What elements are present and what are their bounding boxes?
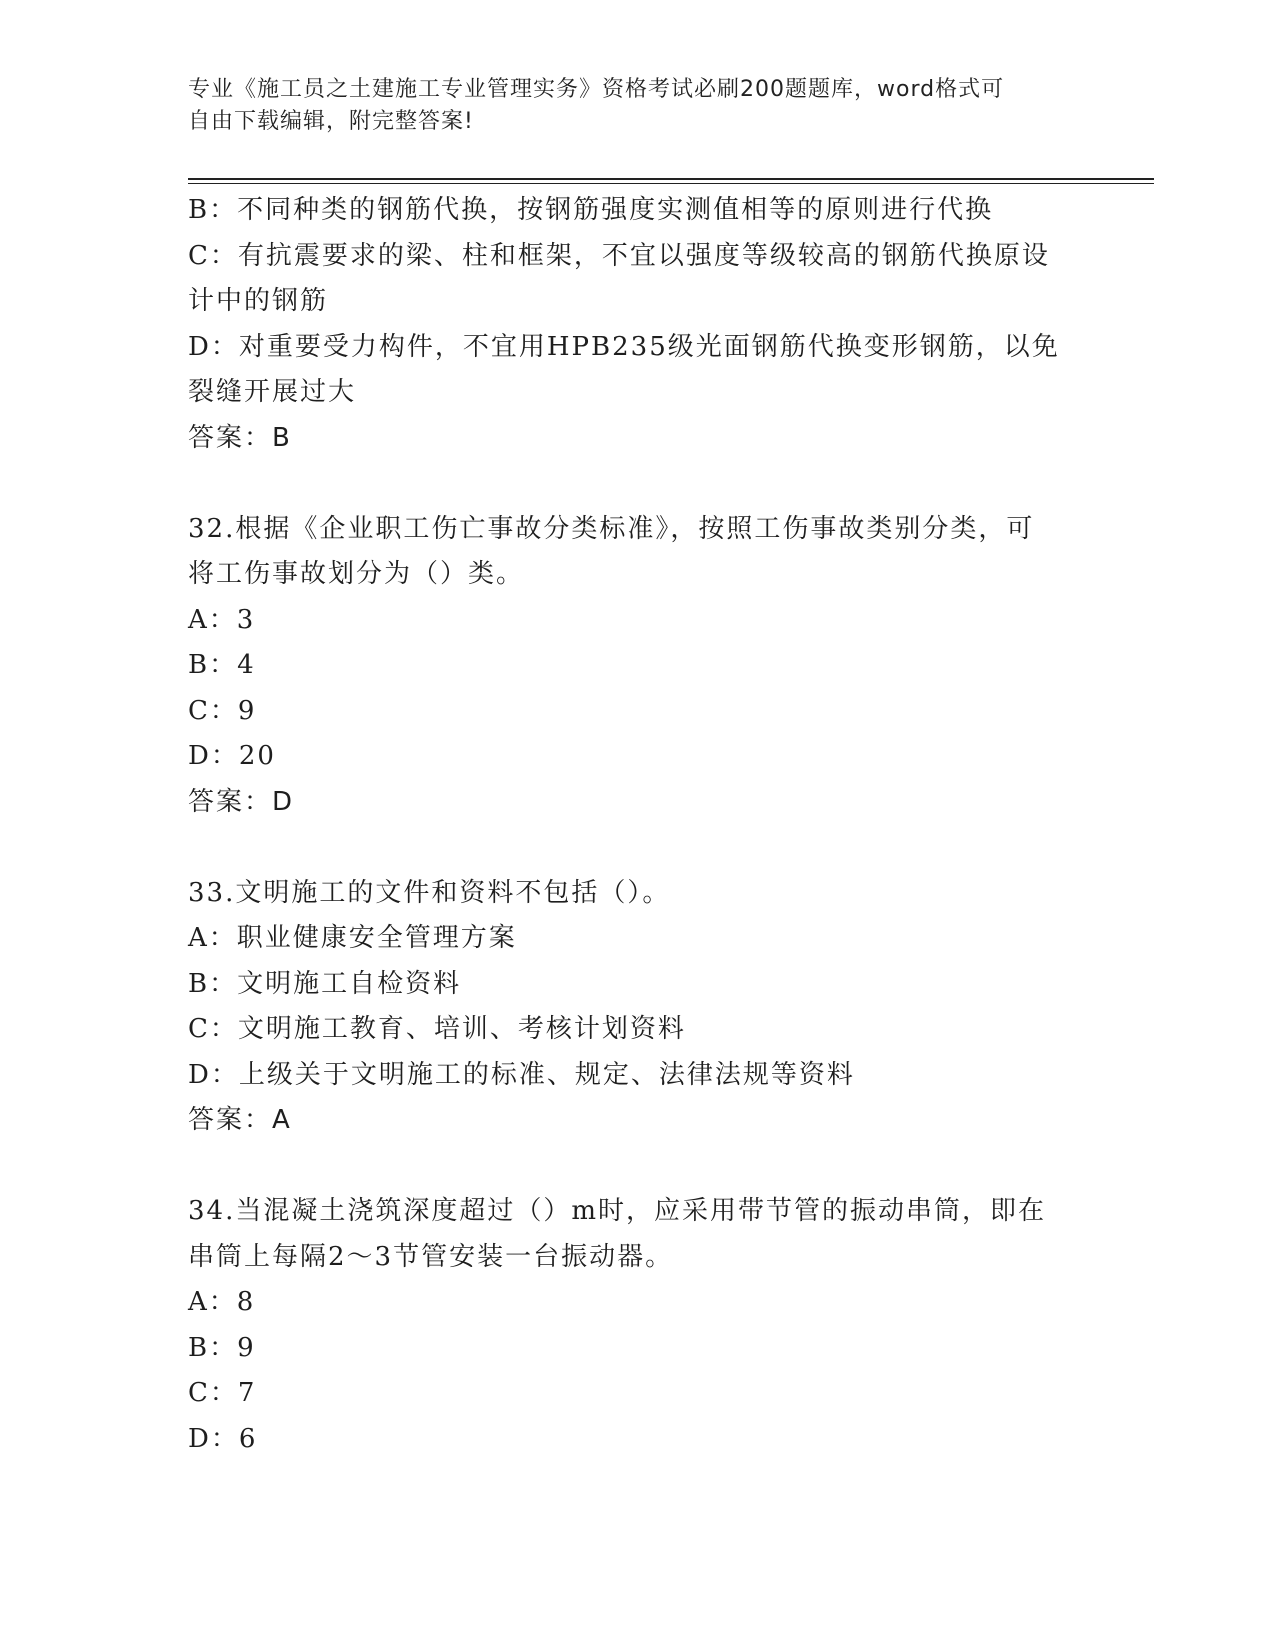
- question-stem-line-1: 34.当混凝土浇筑深度超过（）m时，应采用带节管的振动串筒，即在: [188, 1196, 1047, 1226]
- header-title-line-1: 专业《施工员之土建施工专业管理实务》资格考试必刷200题题库，word格式可: [188, 77, 1005, 102]
- answer-line: 答案：D: [188, 786, 295, 817]
- question-stem-line-2: 串筒上每隔2～3节管安装一台振动器。: [188, 1241, 674, 1272]
- option-b: B：9: [188, 1332, 256, 1363]
- option-b: B：不同种类的钢筋代换，按钢筋强度实测值相等的原则进行代换: [188, 195, 994, 225]
- question-stem: 33.文明施工的文件和资料不包括（）。: [188, 877, 671, 908]
- option-d: D：20: [188, 741, 276, 771]
- question-stem-line-2: 将工伤事故划分为（）类。: [188, 559, 525, 589]
- header-divider-thin: [188, 183, 1154, 184]
- question-32: [188, 507, 1078, 826]
- option-c: C：7: [188, 1378, 257, 1408]
- document-header: [188, 74, 1068, 138]
- option-c: C：文明施工教育、培训、考核计划资料: [188, 1014, 686, 1044]
- question-34: [188, 1189, 1078, 1462]
- spacer: [188, 825, 1078, 871]
- option-c-line-1: C：有抗震要求的梁、柱和框架，不宜以强度等级较高的钢筋代换原设: [188, 240, 1050, 271]
- option-d-line-1: D：对重要受力构件，不宜用HPB235级光面钢筋代换变形钢筋，以免: [188, 331, 1060, 362]
- answer-line: 答案：A: [188, 1105, 292, 1135]
- option-d: D：上级关于文明施工的标准、规定、法律法规等资料: [188, 1059, 855, 1090]
- spacer: [188, 461, 1078, 507]
- question-31: [188, 188, 1078, 461]
- question-stem-line-1: 32.根据《企业职工伤亡事故分类标准》，按照工伤事故类别分类，可: [188, 513, 1035, 544]
- header-divider-thick: [188, 178, 1154, 180]
- option-d: D：6: [188, 1423, 258, 1454]
- option-a: A：职业健康安全管理方案: [188, 923, 517, 953]
- option-c-line-2: 计中的钢筋: [188, 286, 329, 316]
- option-b: B：4: [188, 650, 256, 680]
- option-a: A：3: [188, 604, 256, 635]
- question-content: [188, 188, 1078, 1462]
- spacer: [188, 1144, 1078, 1190]
- question-33: [188, 871, 1078, 1144]
- answer-line: 答案：B: [188, 422, 292, 453]
- option-a: A：8: [188, 1287, 256, 1317]
- option-c: C：9: [188, 695, 257, 726]
- option-b: B：文明施工自检资料: [188, 968, 462, 999]
- option-d-line-2: 裂缝开展过大: [188, 377, 357, 407]
- header-title-line-2: 自由下载编辑，附完整答案!: [188, 109, 474, 134]
